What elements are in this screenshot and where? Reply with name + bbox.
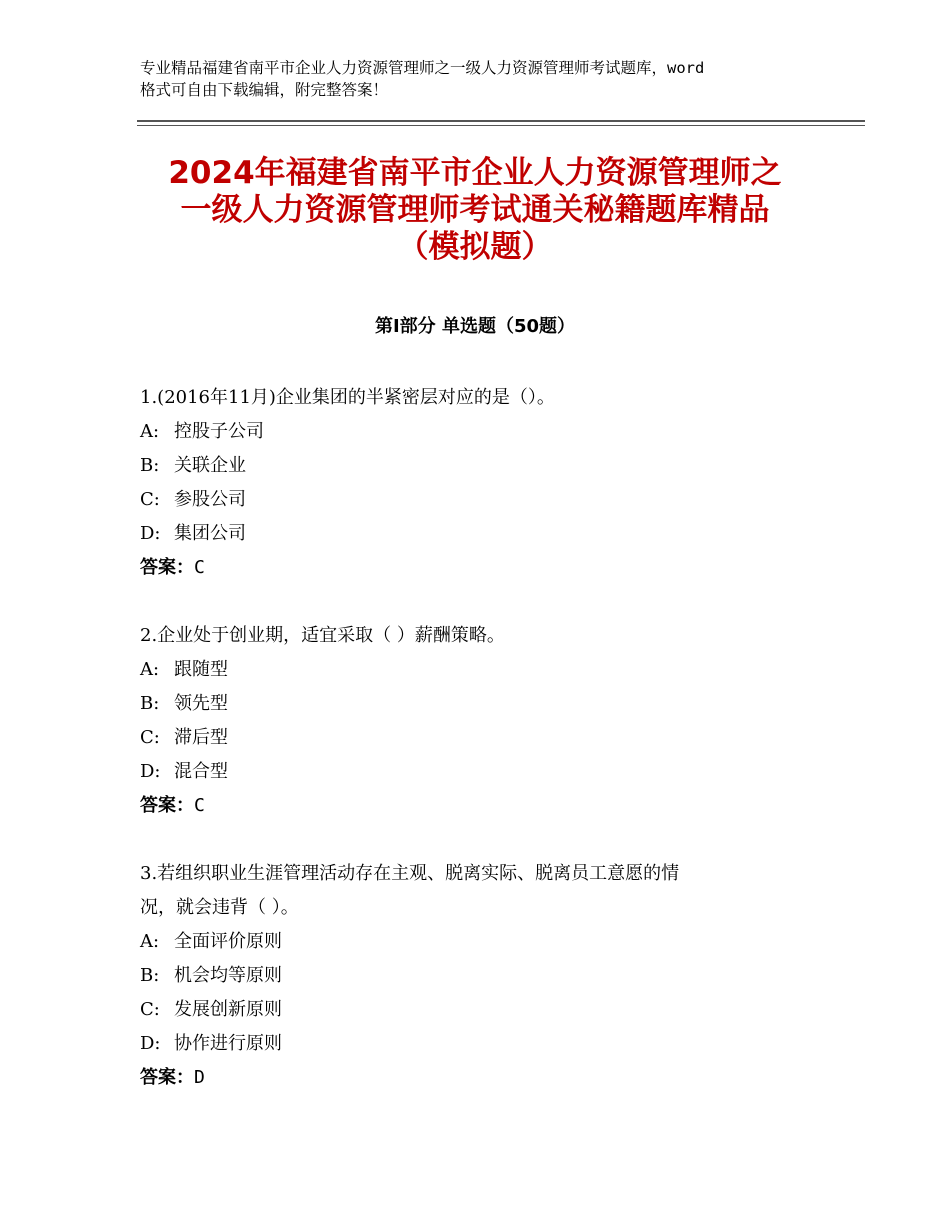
answer-value: C — [194, 795, 205, 816]
option-a — [140, 653, 840, 687]
option-b — [140, 959, 840, 993]
title-line-2: 一级人力资源管理师考试通关秘籍题库精品 — [180, 192, 770, 228]
option-text: 发展创新原则 — [174, 999, 282, 1020]
option-key: D: — [140, 1033, 161, 1054]
option-b — [140, 687, 840, 721]
answer-line — [140, 789, 840, 823]
option-text: 参股公司 — [174, 489, 246, 510]
option-c — [140, 483, 840, 517]
question-stem-line: 2.企业处于创业期，适宜采取（ ）薪酬策略。 — [140, 625, 505, 646]
option-d — [140, 517, 840, 551]
option-text: 领先型 — [174, 693, 228, 714]
title-line-1: 2024年福建省南平市企业人力资源管理师之 — [168, 155, 782, 191]
option-a — [140, 415, 840, 449]
answer-line — [140, 1061, 840, 1095]
option-c — [140, 993, 840, 1027]
answer-label: 答案： — [140, 557, 194, 578]
option-a — [140, 925, 840, 959]
option-text: 协作进行原则 — [174, 1033, 282, 1054]
question-stem — [140, 857, 840, 925]
answer-value: D — [194, 1067, 205, 1088]
option-key: C: — [140, 489, 160, 510]
option-text: 机会均等原则 — [174, 965, 282, 986]
option-key: D: — [140, 523, 161, 544]
answer-value: C — [194, 557, 205, 578]
question-2 — [140, 619, 840, 823]
question-stem-line: 1.(2016年11月)企业集团的半紧密层对应的是（）。 — [140, 387, 555, 408]
option-key: B: — [140, 455, 160, 476]
header-divider-thick — [137, 120, 865, 122]
question-3 — [140, 857, 840, 1095]
header-divider-thin — [137, 125, 865, 126]
document-title — [110, 155, 840, 266]
option-text: 滞后型 — [174, 727, 228, 748]
answer-line — [140, 551, 840, 585]
option-text: 集团公司 — [174, 523, 246, 544]
option-text: 全面评价原则 — [174, 931, 282, 952]
header-note-line-1: 专业精品福建省南平市企业人力资源管理师之一级人力资源管理师考试题库，word — [140, 59, 705, 77]
option-d — [140, 1027, 840, 1061]
option-text: 控股子公司 — [174, 421, 264, 442]
header-note-line-2: 格式可自由下载编辑，附完整答案！ — [140, 81, 389, 99]
answer-label: 答案： — [140, 1067, 194, 1088]
option-b — [140, 449, 840, 483]
option-c — [140, 721, 840, 755]
option-key: D: — [140, 761, 161, 782]
option-key: C: — [140, 727, 160, 748]
answer-label: 答案： — [140, 795, 194, 816]
option-key: A: — [140, 421, 160, 442]
option-key: C: — [140, 999, 160, 1020]
question-stem — [140, 619, 840, 653]
option-d — [140, 755, 840, 789]
option-text: 关联企业 — [174, 455, 246, 476]
option-key: B: — [140, 693, 160, 714]
option-text: 混合型 — [174, 761, 228, 782]
question-stem-line: 3.若组织职业生涯管理活动存在主观、脱离实际、脱离员工意愿的情 — [140, 863, 680, 884]
header-note — [140, 57, 830, 101]
question-1 — [140, 381, 840, 585]
section-title: 第Ⅰ部分 单选题（50题） — [374, 316, 575, 337]
question-stem-line: 况，就会违背（ ）。 — [140, 897, 299, 918]
option-text: 跟随型 — [174, 659, 228, 680]
option-key: A: — [140, 931, 160, 952]
title-line-3: （模拟题） — [397, 229, 553, 265]
option-key: A: — [140, 659, 160, 680]
option-key: B: — [140, 965, 160, 986]
question-stem — [140, 381, 840, 415]
